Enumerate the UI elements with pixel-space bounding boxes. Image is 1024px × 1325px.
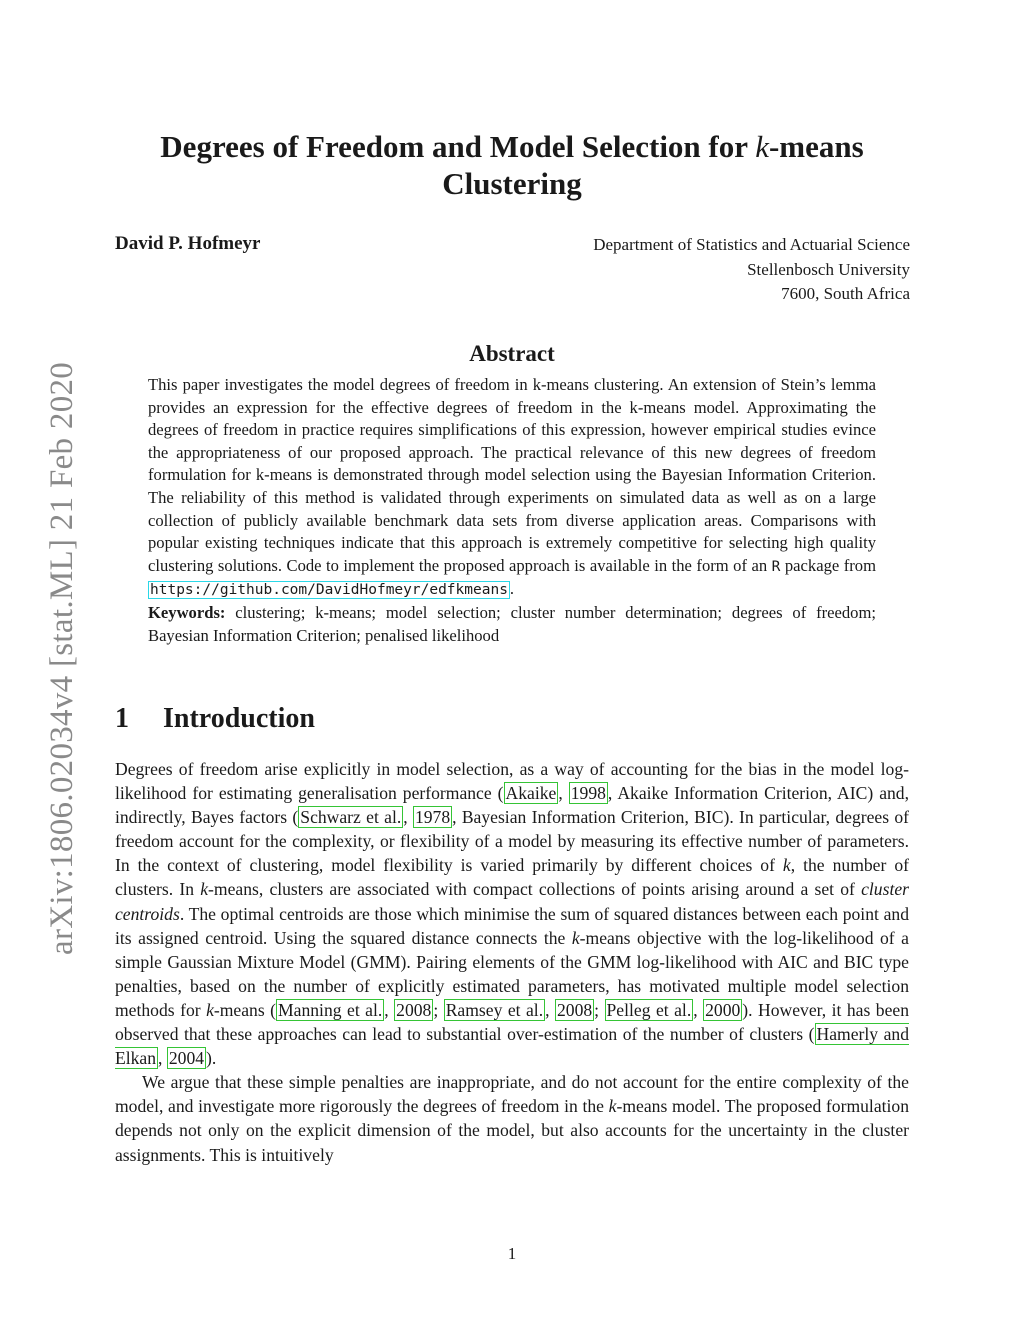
citation-manning-year[interactable]: 2008 [396, 999, 432, 1020]
intro-text: Degrees of freedom arise explicitly in model selection, as a way of accounting for the bias in the model log-likelihood for estimating generalisation performance ( [115, 759, 909, 804]
citation-ramsey[interactable]: Ramsey et al. [445, 999, 544, 1020]
intro-text: ). [206, 1048, 217, 1069]
paper-title [100, 128, 924, 202]
intro-text: , Akaike Information Criterion, AIC) and, indirectly, Bayes factors ( [115, 783, 910, 828]
intro-paragraph-2 [115, 1070, 909, 1166]
title-line1-a: Degrees of Freedom and Model Selection for [160, 129, 756, 164]
abstract-url-tail: . [509, 579, 515, 599]
affiliation-line3: 7600, South Africa [781, 284, 910, 303]
emphasis-cluster-centroids: cluster centroids [115, 879, 909, 924]
abstract-heading: Abstract [469, 341, 555, 366]
affiliation-line2: Stellenbosch University [747, 259, 910, 279]
section-title: Introduction [163, 703, 315, 734]
author-name: David P. Hofmeyr [115, 233, 261, 254]
abstract-text: This paper investigates the model degrees of freedom in k-means clustering. An extension of Stein’s lemma provides an expression for the effective degrees of freedom in the k-means model. Approximating the degrees of freedom in practice requires simplifications of this expression, however empirical studies evince the appropriateness of our proposed approach. The practical relevance of this new degrees of freedom formulation for k-means is demonstrated through model selection using the Bayesian Information Criterion. The reliability of this method is validated through experiments on simulated data as well as on a large collection of publicly available benchmark data sets from diverse application areas. Comparisons with popular existing techniques indicate that this approach is extremely competitive for selecting high quality clustering solutions. Code to implement the proposed approach is available in the form of an [148, 375, 876, 575]
math-k: k [608, 1096, 617, 1117]
intro-text: -means ( [213, 999, 277, 1020]
intro-text: ). However, it has been observed that these approaches can lead to substantial over-estimation of the number of clusters ( [115, 999, 910, 1045]
abstract-pkg-tail: package from [780, 555, 876, 575]
title-line2: Clustering [442, 166, 582, 201]
citation-separator: , [545, 999, 555, 1020]
citation-pelleg-year[interactable]: 2000 [705, 999, 741, 1020]
intro-text: -means model. The proposed formulation depends not only on the explicit dimension of the model, but also accounts for the uncertainty in the cluster assignments. This is intuitively [115, 1096, 909, 1165]
intro-text: We argue that these simple penalties are inappropriate, and do not account for the entire complexity of the model, and investigate more rigorously the degrees of freedom in the [115, 1072, 909, 1117]
intro-paragraph-1 [115, 757, 909, 1070]
citation-schwarz[interactable]: Schwarz et al. [300, 807, 402, 828]
citation-separator: , [558, 783, 569, 804]
intro-text: . The optimal centroids are those which minimise the sum of squared distances between each point and its assigned centroid. Using the squared distance connects the [115, 903, 909, 948]
title-line1-k: k [755, 129, 769, 164]
citation-manning[interactable]: Manning et al. [278, 999, 383, 1020]
intro-text: , the number of clusters. In [115, 855, 909, 900]
intro-text: , Bayesian Information Criterion, BIC). In particular, degrees of freedom account for the complexity, or flexibility of a model by measuring its effective number of parameters. In the context of clustering, model flexibility is varied primarily by different choices of [115, 807, 910, 876]
affiliation-line1: Department of Statistics and Actuarial Science [593, 235, 910, 254]
citation-separator: ; [433, 999, 444, 1020]
title-line1-b: -means [768, 129, 864, 164]
citation-akaike[interactable]: Akaike [505, 783, 557, 804]
intro-text: -means objective with the log-likelihood of a simple Gaussian Mixture Model (GMM). Pairing elements of the GMM log-likelihood with AIC and BIC type penalties, based on the number of explicitly estimated parameters, has motivated multiple model selection methods for [115, 927, 909, 1020]
math-k: k [200, 879, 209, 900]
citation-ramsey-year[interactable]: 2008 [556, 999, 593, 1020]
keywords-label: Keywords: [148, 602, 226, 622]
citation-hamerly[interactable]: Hamerly and Elkan [115, 1024, 910, 1069]
citation-separator: , [403, 807, 413, 828]
github-link[interactable]: https://github.com/DavidHofmeyr/edfkmeans [150, 582, 508, 599]
citation-hamerly-year[interactable]: 2004 [168, 1048, 205, 1069]
citation-separator: , [693, 999, 704, 1020]
r-package-name: R [771, 558, 781, 575]
page-number: 1 [507, 1244, 517, 1263]
arxiv-side-stamp: arXiv:1806.02034v4 [stat.ML] 21 Feb 2020 [44, 361, 80, 955]
math-k: k [571, 927, 580, 948]
math-k: k [782, 855, 791, 876]
section-heading [115, 703, 315, 735]
citation-separator: , [158, 1048, 167, 1069]
citation-pelleg[interactable]: Pelleg et al. [606, 999, 692, 1020]
author-affiliation [593, 233, 910, 307]
section-number: 1 [115, 703, 129, 734]
citation-separator: ; [594, 999, 605, 1020]
citation-schwarz-year[interactable]: 1978 [414, 807, 451, 828]
citation-akaike-year[interactable]: 1998 [570, 783, 606, 804]
abstract-body [148, 374, 876, 647]
intro-text: -means, clusters are associated with compact collections of points arising around a set of [208, 879, 862, 900]
keywords-text: clustering; k-means; model selection; cluster number determination; degrees of freedom; Bayesian Information Criterion; penalised likelihood [148, 602, 876, 645]
citation-separator: , [384, 999, 395, 1020]
introduction-body [115, 757, 909, 1167]
math-k: k [206, 999, 214, 1020]
